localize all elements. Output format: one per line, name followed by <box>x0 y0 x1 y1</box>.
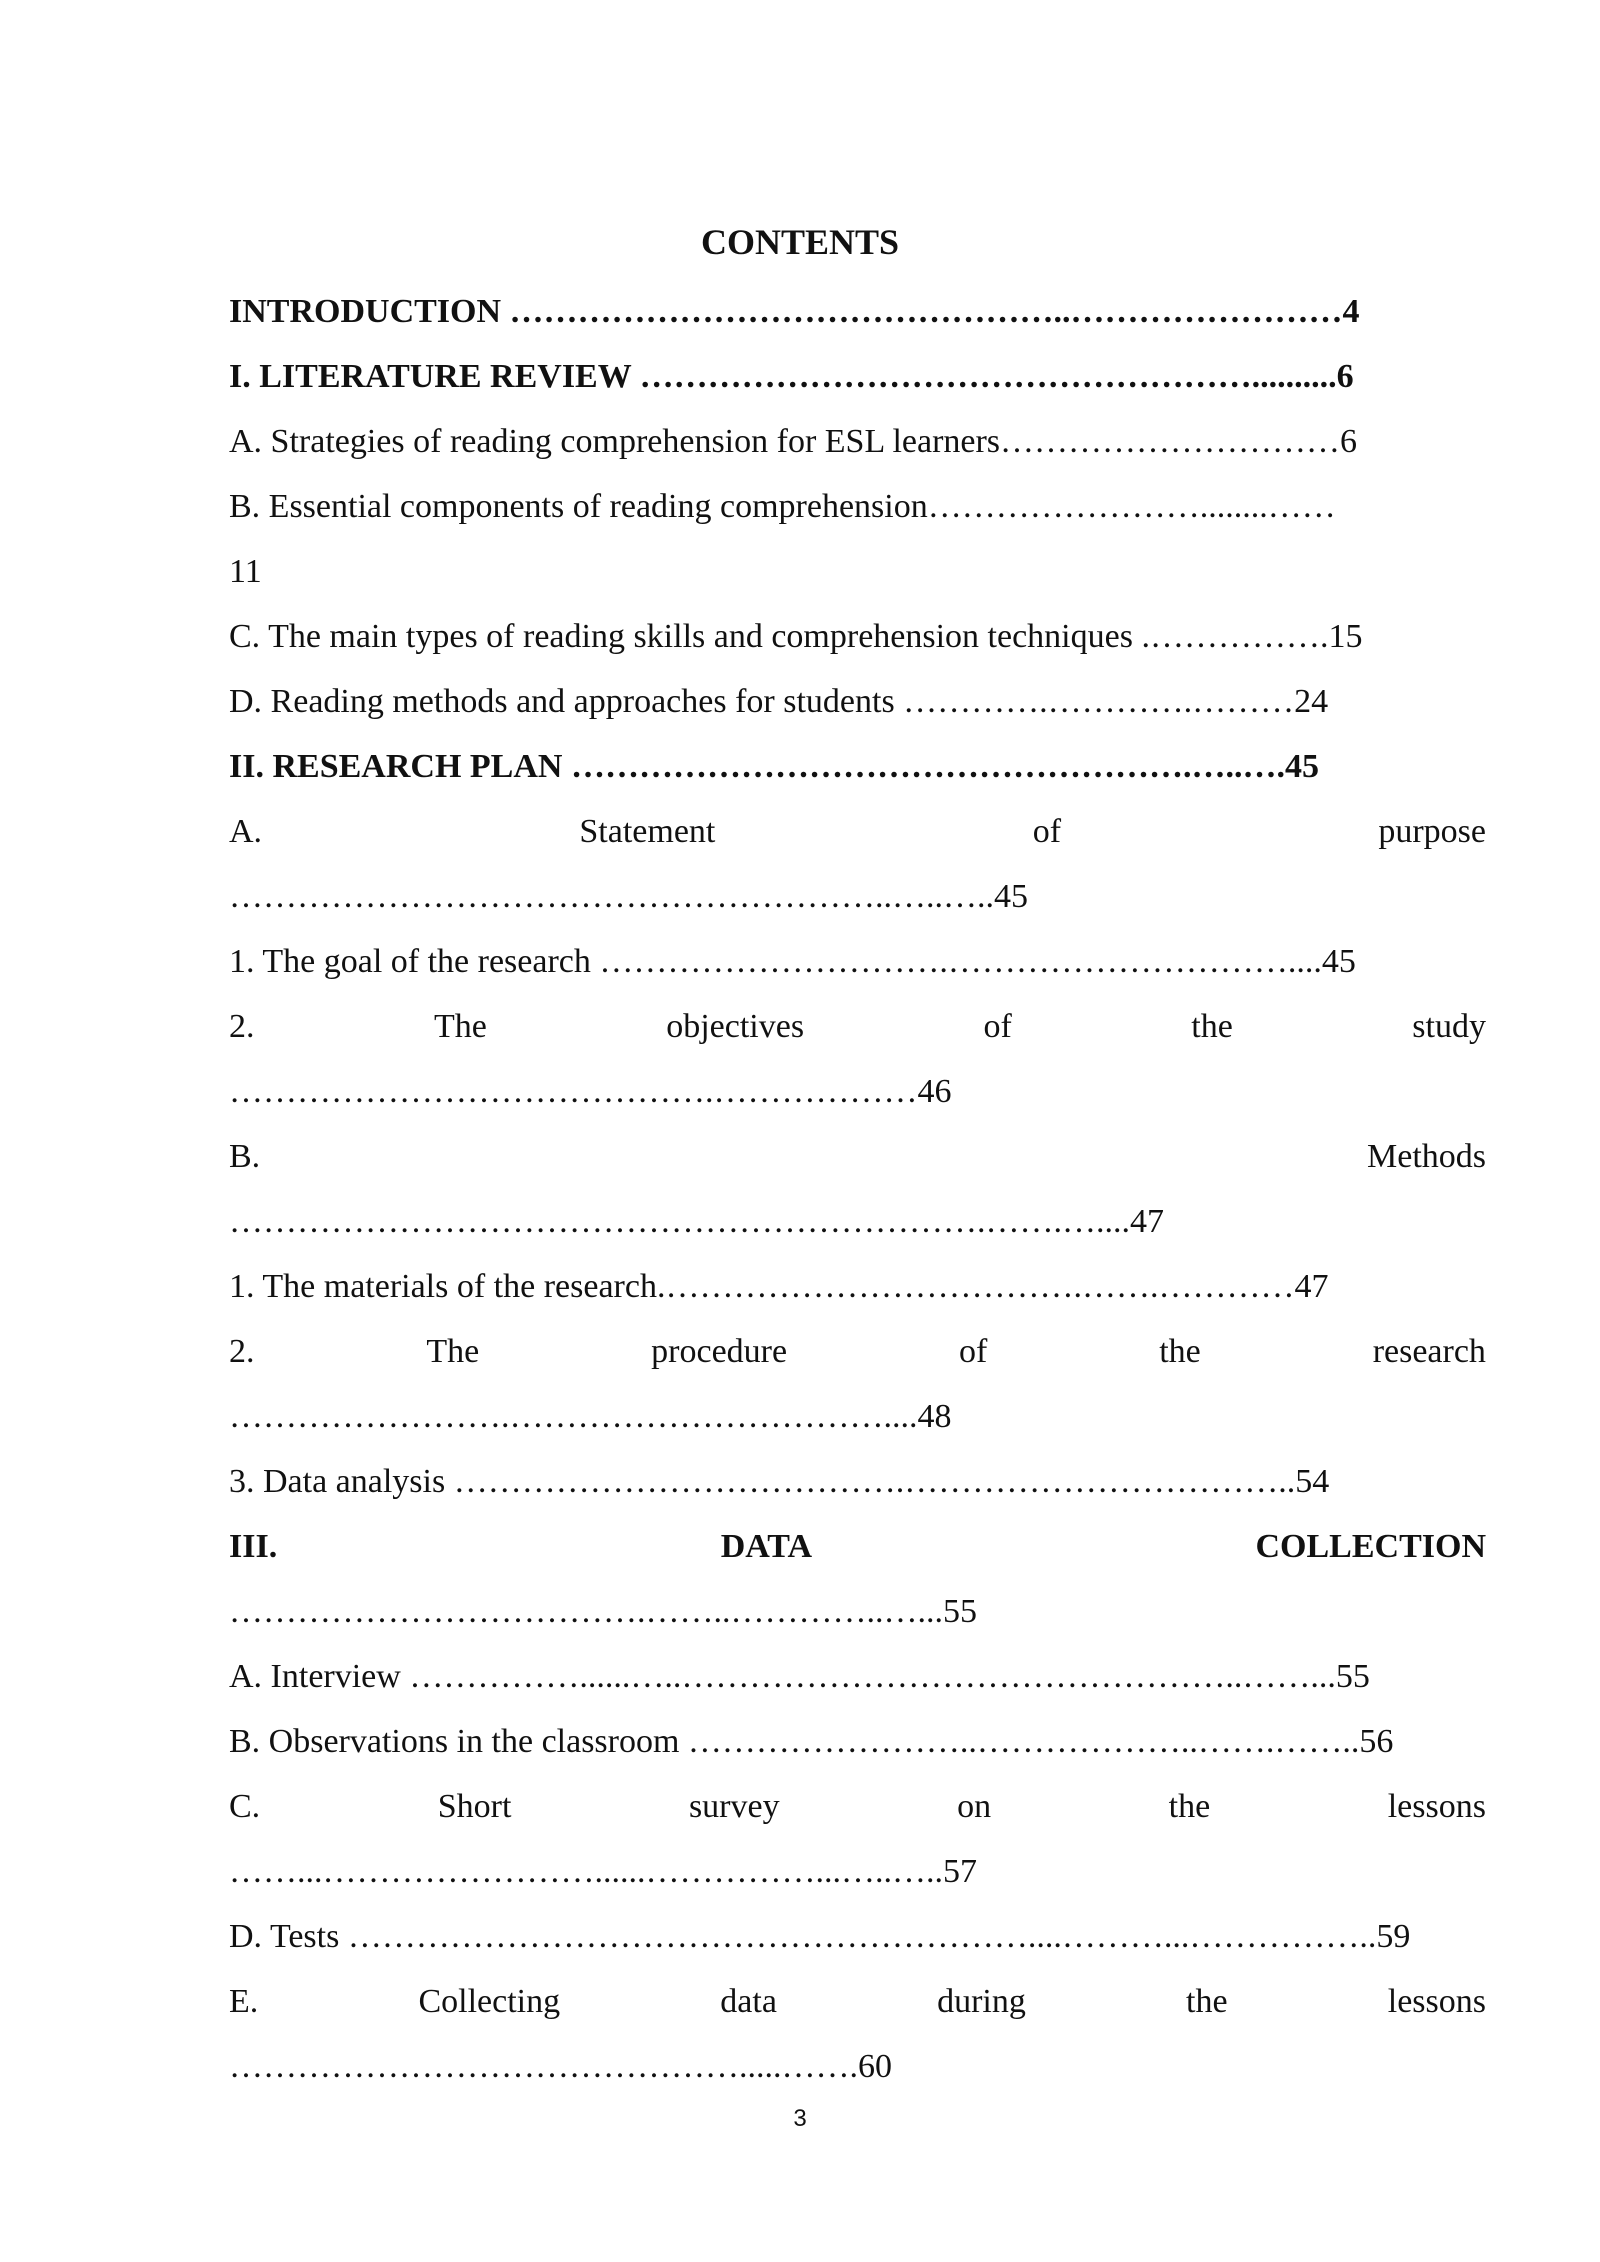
toc-entry-essential-components-page: 11 <box>229 553 262 590</box>
toc-entry-strategies: A. Strategies of reading comprehension for ESL learners…………………………6 <box>229 423 1358 460</box>
toc-entry-procedure-page: …………………….……………………………....48 <box>229 1398 952 1435</box>
toc-word: during <box>937 1983 1026 2020</box>
toc-word: Short <box>437 1788 512 1825</box>
toc-word: DATA <box>720 1528 812 1565</box>
toc-word: A. <box>229 813 263 850</box>
toc-word: objectives <box>666 1008 805 1045</box>
toc-word: 2. <box>229 1333 255 1370</box>
toc-word: procedure <box>651 1333 788 1370</box>
toc-entry-tests: D. Tests ……………………………………………………....………...……………..59 <box>229 1918 1411 1955</box>
toc-word: the <box>1159 1333 1201 1370</box>
toc-word: survey <box>688 1788 780 1825</box>
toc-entry-short-survey-page: ……...……………………......……………...…..…..57 <box>229 1853 977 1890</box>
toc-entry-methods <box>229 1124 1486 1189</box>
toc-word: C. <box>229 1788 261 1825</box>
toc-word: the <box>1186 1983 1228 2020</box>
toc-word: III. <box>229 1528 278 1565</box>
table-of-contents <box>229 279 1486 2099</box>
toc-word: E. <box>229 1983 259 2020</box>
toc-word: COLLECTION <box>1255 1528 1486 1565</box>
toc-word: the <box>1168 1788 1211 1825</box>
toc-entry-goal: 1. The goal of the research ………………………….…………………………....45 <box>229 943 1356 980</box>
toc-entry-short-survey <box>229 1774 1486 1839</box>
toc-entry-materials: 1. The materials of the research.……………………………….…….…………47 <box>229 1268 1329 1305</box>
toc-entry-statement-of-purpose <box>229 799 1486 864</box>
toc-word: Collecting <box>418 1983 561 2020</box>
toc-entry-collecting-data <box>229 1969 1486 2034</box>
toc-word: of <box>1032 813 1062 850</box>
toc-entry-literature-review: I. LITERATURE REVIEW ………………………………………………..........6 <box>229 358 1354 395</box>
toc-word: on <box>957 1788 992 1825</box>
toc-word: purpose <box>1378 813 1486 850</box>
toc-entry-objectives-page: …………………………………….………………46 <box>229 1073 952 1110</box>
toc-entry-data-analysis: 3. Data analysis ………………………………….……………………………..54 <box>229 1463 1330 1500</box>
toc-entry-data-collection <box>229 1514 1486 1579</box>
toc-entry-statement-of-purpose-page: …………………………………………………..…..…..45 <box>229 878 1028 915</box>
toc-entry-observations: B. Observations in the classroom ……………………..………………..…….……..56 <box>229 1723 1394 1760</box>
toc-word: lessons <box>1387 1983 1486 2020</box>
toc-word: The <box>433 1008 487 1045</box>
toc-entry-reading-methods: D. Reading methods and approaches for students ………….………….………24 <box>229 683 1329 720</box>
toc-word: Statement <box>579 813 716 850</box>
page-number: 3 <box>793 2105 807 2132</box>
toc-entry-essential-components: B. Essential components of reading comprehension……………………........…… <box>229 488 1336 525</box>
toc-word: The <box>426 1333 480 1370</box>
toc-entry-objectives <box>229 994 1486 1059</box>
toc-word: research <box>1372 1333 1486 1370</box>
toc-word: the <box>1191 1008 1233 1045</box>
toc-word: of <box>959 1333 988 1370</box>
page-title: CONTENTS <box>700 222 900 262</box>
toc-word: data <box>720 1983 777 2020</box>
toc-word: Methods <box>1367 1138 1486 1175</box>
toc-word: of <box>983 1008 1012 1045</box>
toc-entry-collecting-data-page: ……………………………………….....…….60 <box>229 2048 892 2085</box>
toc-word: 2. <box>229 1008 255 1045</box>
toc-entry-introduction: INTRODUCTION …………………………………………..……………………4 <box>229 293 1360 330</box>
toc-entry-data-collection-page: ……………………………….……..…………..…...55 <box>229 1593 977 1630</box>
toc-word: study <box>1412 1008 1486 1045</box>
toc-entry-interview: A. Interview ……………......…..…………………………………………..……...55 <box>229 1658 1370 1695</box>
toc-entry-methods-page: ………………………………………………………….…….…....47 <box>229 1203 1164 1240</box>
toc-word: B. <box>229 1138 261 1175</box>
toc-entry-research-plan: II. RESEARCH PLAN ……………………………………………….…..….45 <box>229 748 1319 785</box>
toc-word: lessons <box>1387 1788 1486 1825</box>
toc-entry-procedure <box>229 1319 1486 1384</box>
toc-entry-reading-skills: C. The main types of reading skills and comprehension techniques .…………….15 <box>229 618 1363 655</box>
